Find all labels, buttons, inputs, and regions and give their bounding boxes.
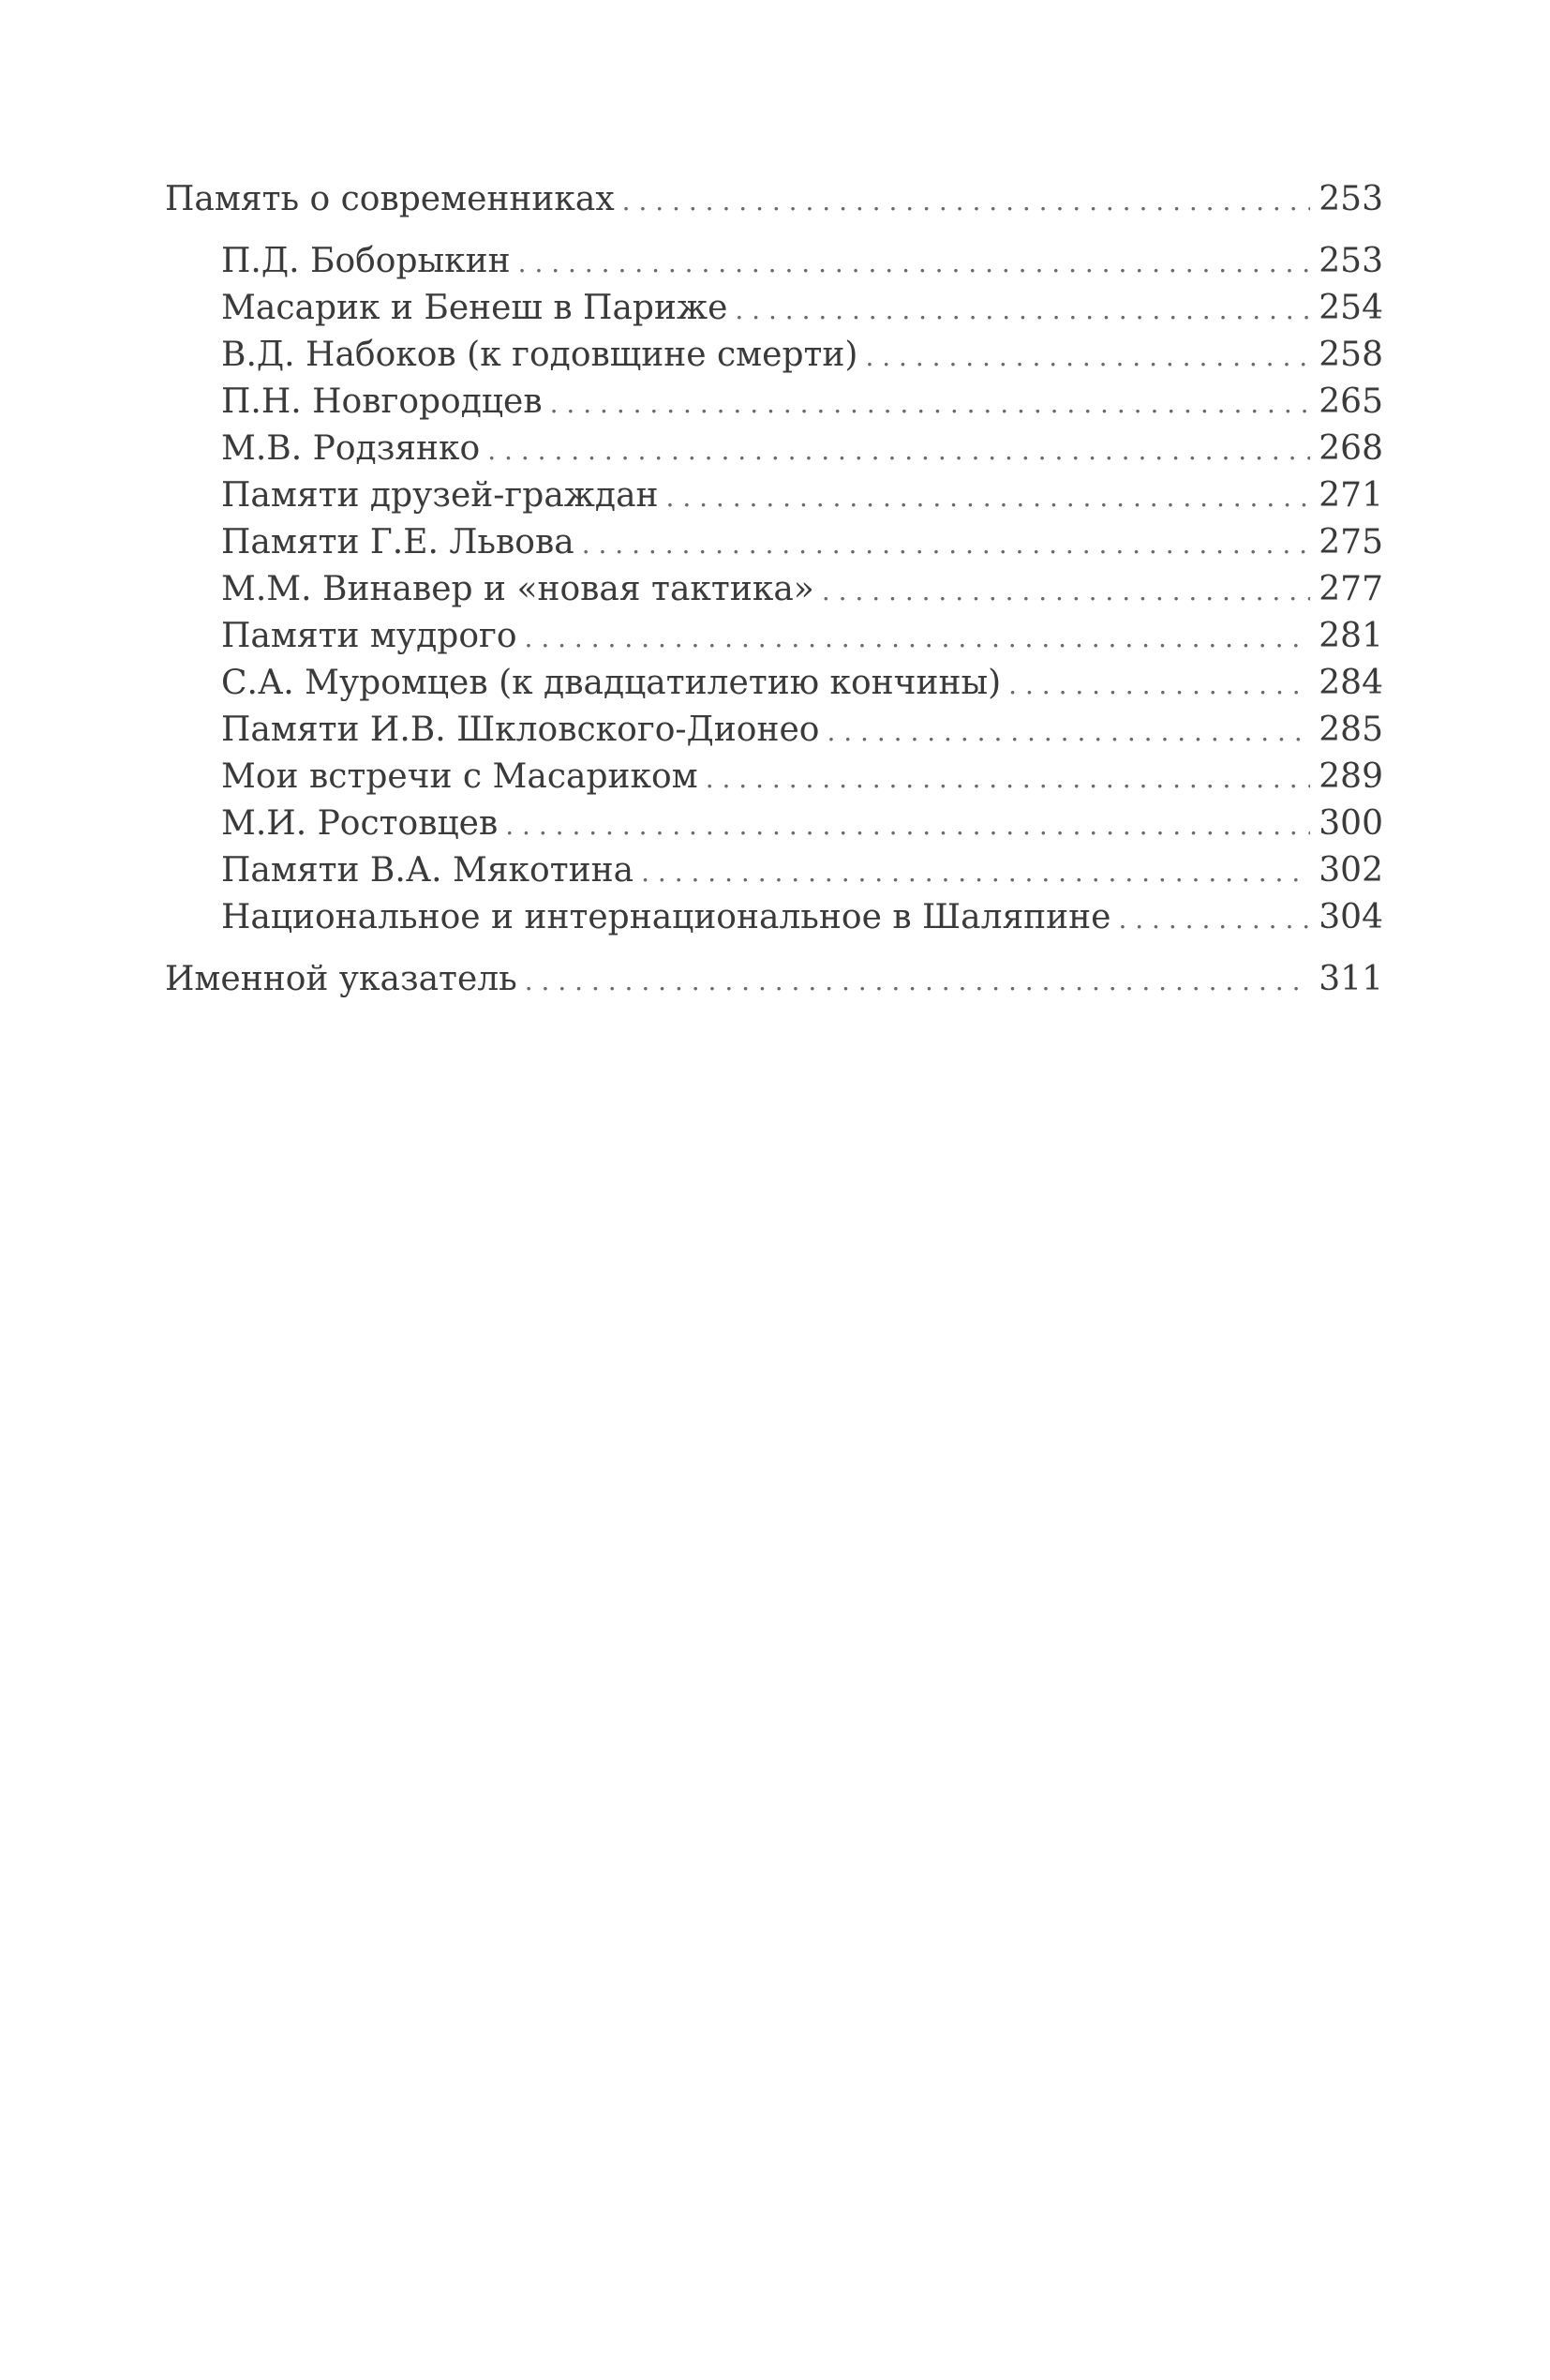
toc-entry-page: 268 bbox=[1319, 429, 1383, 468]
toc-entry-title: В.Д. Набоков (к годовщине смерти) bbox=[221, 336, 858, 374]
toc-entry-rostovtsev bbox=[165, 801, 1383, 847]
toc-entry-muromtsev bbox=[165, 660, 1383, 707]
toc-entry-page: 253 bbox=[1319, 180, 1383, 218]
toc-entry-title: Память о современниках bbox=[165, 180, 615, 218]
toc-entry-title: П.Н. Новгородцев bbox=[221, 382, 543, 421]
toc-entry-page: 254 bbox=[1319, 289, 1383, 327]
toc-entry-title: М.В. Родзянко bbox=[221, 429, 481, 468]
toc-entry-page: 311 bbox=[1319, 960, 1383, 998]
toc-entry-friends-citizens bbox=[165, 472, 1383, 519]
toc-entry-memory-of-contemporaries bbox=[165, 176, 1383, 223]
toc-entry-name-index bbox=[165, 956, 1383, 1003]
toc-entry-page: 289 bbox=[1319, 757, 1383, 796]
dot-leader bbox=[622, 178, 1310, 225]
toc-entry-title: Памяти И.В. Шкловского-Дионео bbox=[221, 711, 820, 749]
toc-entry-page: 275 bbox=[1319, 523, 1383, 561]
toc-entry-title: Национальное и интернациональное в Шаляпине bbox=[221, 898, 1111, 936]
toc-entry-title: Памяти В.А. Мякотина bbox=[221, 851, 634, 890]
toc-entry-boborykin bbox=[165, 238, 1383, 285]
toc-entry-shklovsky-dioneo bbox=[165, 707, 1383, 754]
toc-entry-page: 258 bbox=[1319, 336, 1383, 374]
toc-entry-page: 265 bbox=[1319, 382, 1383, 421]
toc-entry-page: 281 bbox=[1319, 617, 1383, 655]
dot-leader bbox=[641, 849, 1310, 896]
dot-leader bbox=[865, 334, 1310, 381]
dot-leader bbox=[550, 381, 1310, 427]
table-of-contents bbox=[165, 176, 1383, 1003]
dot-leader bbox=[1008, 662, 1310, 709]
toc-entry-title: Именной указатель bbox=[165, 960, 517, 998]
toc-entry-rodzianko bbox=[165, 426, 1383, 472]
toc-entry-title: Памяти мудрого bbox=[221, 617, 517, 655]
toc-entry-vinaver bbox=[165, 566, 1383, 613]
toc-entry-title: Памяти друзей-граждан bbox=[221, 476, 659, 515]
toc-entry-novgorodtsev bbox=[165, 379, 1383, 426]
dot-leader bbox=[1118, 896, 1310, 943]
toc-entry-page: 253 bbox=[1319, 242, 1383, 280]
toc-entry-title: С.А. Муромцев (к двадцатилетию кончины) bbox=[221, 664, 1002, 702]
toc-entry-page: 304 bbox=[1319, 898, 1383, 936]
toc-entry-chaliapin bbox=[165, 894, 1383, 941]
dot-leader bbox=[666, 474, 1310, 521]
dot-leader bbox=[487, 427, 1310, 474]
toc-entry-title: М.И. Ростовцев bbox=[221, 804, 499, 843]
toc-entry-page: 300 bbox=[1319, 804, 1383, 843]
toc-entry-meetings-masaryk bbox=[165, 754, 1383, 801]
toc-entry-page: 284 bbox=[1319, 664, 1383, 702]
toc-entry-page: 271 bbox=[1319, 476, 1383, 515]
dot-leader bbox=[822, 568, 1310, 615]
dot-leader bbox=[735, 287, 1310, 334]
dot-leader bbox=[706, 756, 1310, 802]
toc-entry-title: П.Д. Боборыкин bbox=[221, 242, 511, 280]
dot-leader bbox=[525, 958, 1310, 1005]
toc-entry-title: Мои встречи с Масариком bbox=[221, 757, 698, 796]
dot-leader bbox=[827, 709, 1310, 756]
toc-entry-page: 302 bbox=[1319, 851, 1383, 890]
toc-entry-page: 277 bbox=[1319, 570, 1383, 608]
dot-leader bbox=[518, 240, 1310, 287]
toc-entry-lvov bbox=[165, 519, 1383, 566]
toc-entry-page: 285 bbox=[1319, 711, 1383, 749]
toc-entry-nabokov bbox=[165, 332, 1383, 379]
toc-entry-masaryk-benes bbox=[165, 285, 1383, 332]
toc-entry-miakotin bbox=[165, 847, 1383, 894]
dot-leader bbox=[505, 802, 1310, 849]
dot-leader bbox=[582, 521, 1310, 568]
toc-entry-title: Масарик и Бенеш в Париже bbox=[221, 289, 728, 327]
toc-entry-title: Памяти Г.Е. Львова bbox=[221, 523, 574, 561]
dot-leader bbox=[525, 615, 1310, 662]
toc-entry-wise-one bbox=[165, 613, 1383, 660]
toc-entry-title: М.М. Винавер и «новая тактика» bbox=[221, 570, 814, 608]
